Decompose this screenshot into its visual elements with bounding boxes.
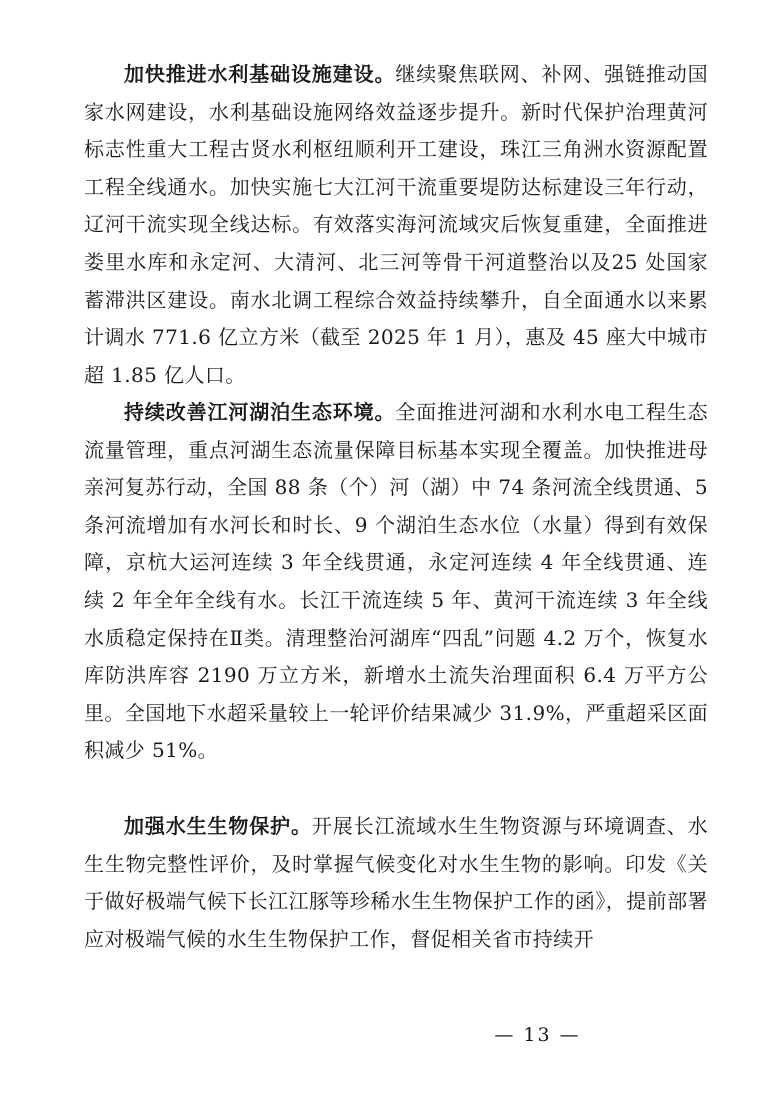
page-number: — 13 —: [494, 1024, 581, 1046]
paragraph-lead: 加强水生生物保护。: [124, 814, 312, 838]
paragraph-text: 开展长江流域水生生物资源与环境调查、水生生物完整性评价，及时掌握气候变化对水生生物的影响。印发《关于做好极端气候下长江江豚等珍稀水生生物保护工作的函》，提前部署应对极端气候的水生生物保护工作，督促相关省市持续开: [84, 814, 708, 951]
document-body: [84, 56, 708, 998]
paragraph-lead: 持续改善江河湖泊生态环境。: [124, 400, 396, 424]
paragraph-text: 继续聚焦联网、补网、强链推动国家水网建设，水利基础设施网络效益逐步提升。新时代保护治理黄河标志性重大工程古贤水利枢纽顺利开工建设，珠江三角洲水资源配置工程全线通水。加快实施七大江河干流重要堤防达标建设三年行动，辽河干流实现全线达标。有效落实海河流域灾后恢复重建，全面推进娄里水库和永定河、大清河、北三河等骨干河道整治以及25 处国家蓄滞洪区建设。南水北调工程综合效益持续攀升，自全面通水以来累计调水 771.6 亿立方米（截至 2025 年 1 月），惠及 45 座大中城市超 1.85 亿人口。: [84, 62, 708, 387]
paragraph-text: 全面推进河湖和水利水电工程生态流量管理，重点河湖生态流量保障目标基本实现全覆盖。加快推进母亲河复苏行动，全国 88 条（个）河（湖）中 74 条河流全线贯通、5 条河流增加有水河长和时长、9 个湖泊生态水位（水量）得到有效保障，京杭大运河连续 3 年全线贯通，永定河连续 4 年全线贯通、连续 2 年全年全线有水。长江干流连续 5 年、黄河干流连续 3 年全线水质稳定保持在Ⅱ类。清理整治河湖库“四乱”问题 4.2 万个，恢复水库防洪库容 2190 万立方米，新增水土流失治理面积 6.4 万平方公里。全国地下水超采量较上一轮评价结果减少 31.9%，严重超采区面积减少 51%。: [84, 400, 708, 763]
paragraph-aquatic: [84, 808, 708, 998]
paragraph-lead: 加快推进水利基础设施建设。: [124, 62, 396, 86]
paragraph-ecology: [84, 394, 708, 808]
paragraph-infrastructure: [84, 56, 708, 394]
